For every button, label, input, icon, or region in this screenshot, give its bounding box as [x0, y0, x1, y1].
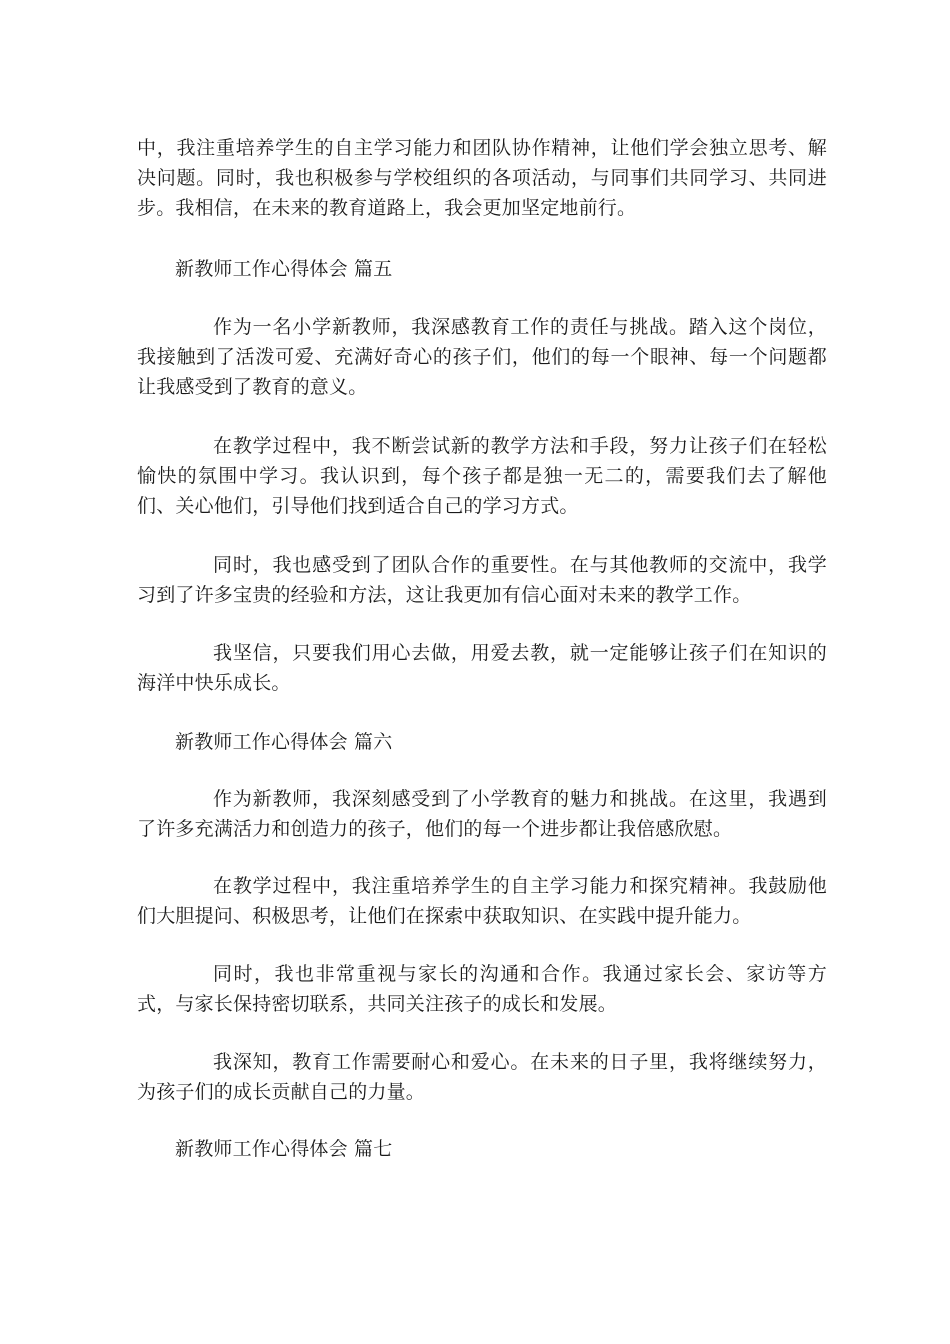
paragraph: 作为新教师，我深刻感受到了小学教育的魅力和挑战。在这里，我遇到了许多充满活力和创造力的孩子，他们的每一个进步都让我倍感欣慰。: [137, 788, 827, 840]
paragraph: 在教学过程中，我不断尝试新的教学方法和手段，努力让孩子们在轻松愉快的氛围中学习。我认识到，每个孩子都是独一无二的，需要我们去了解他们、关心他们，引导他们找到适合自己的学习方式。: [137, 435, 827, 517]
section-heading-5: 新教师工作心得体会 篇五: [175, 258, 393, 280]
paragraph: 同时，我也感受到了团队合作的重要性。在与其他教师的交流中，我学习到了许多宝贵的经验和方法，这让我更加有信心面对未来的教学工作。: [137, 554, 827, 606]
paragraph: 同时，我也非常重视与家长的沟通和合作。我通过家长会、家访等方式，与家长保持密切联系，共同关注孩子的成长和发展。: [137, 963, 827, 1015]
paragraph: 在教学过程中，我注重培养学生的自主学习能力和探究精神。我鼓励他们大胆提问、积极思考，让他们在探索中获取知识、在实践中提升能力。: [137, 875, 827, 927]
section-heading-7: 新教师工作心得体会 篇七: [175, 1138, 393, 1160]
paragraph-continued: 中，我注重培养学生的自主学习能力和团队协作精神，让他们学会独立思考、解决问题。同时，我也积极参与学校组织的各项活动，与同事们共同学习、共同进步。我相信，在未来的教育道路上，我会更加坚定地前行。: [137, 137, 827, 219]
paragraph: 作为一名小学新教师，我深感教育工作的责任与挑战。踏入这个岗位，我接触到了活泼可爱、充满好奇心的孩子们，他们的每一个眼神、每一个问题都让我感受到了教育的意义。: [137, 316, 827, 398]
section-heading-6: 新教师工作心得体会 篇六: [175, 731, 393, 753]
paragraph: 我深知，教育工作需要耐心和爱心。在未来的日子里，我将继续努力，为孩子们的成长贡献自己的力量。: [137, 1051, 827, 1103]
paragraph: 我坚信，只要我们用心去做，用爱去教，就一定能够让孩子们在知识的海洋中快乐成长。: [137, 642, 827, 694]
